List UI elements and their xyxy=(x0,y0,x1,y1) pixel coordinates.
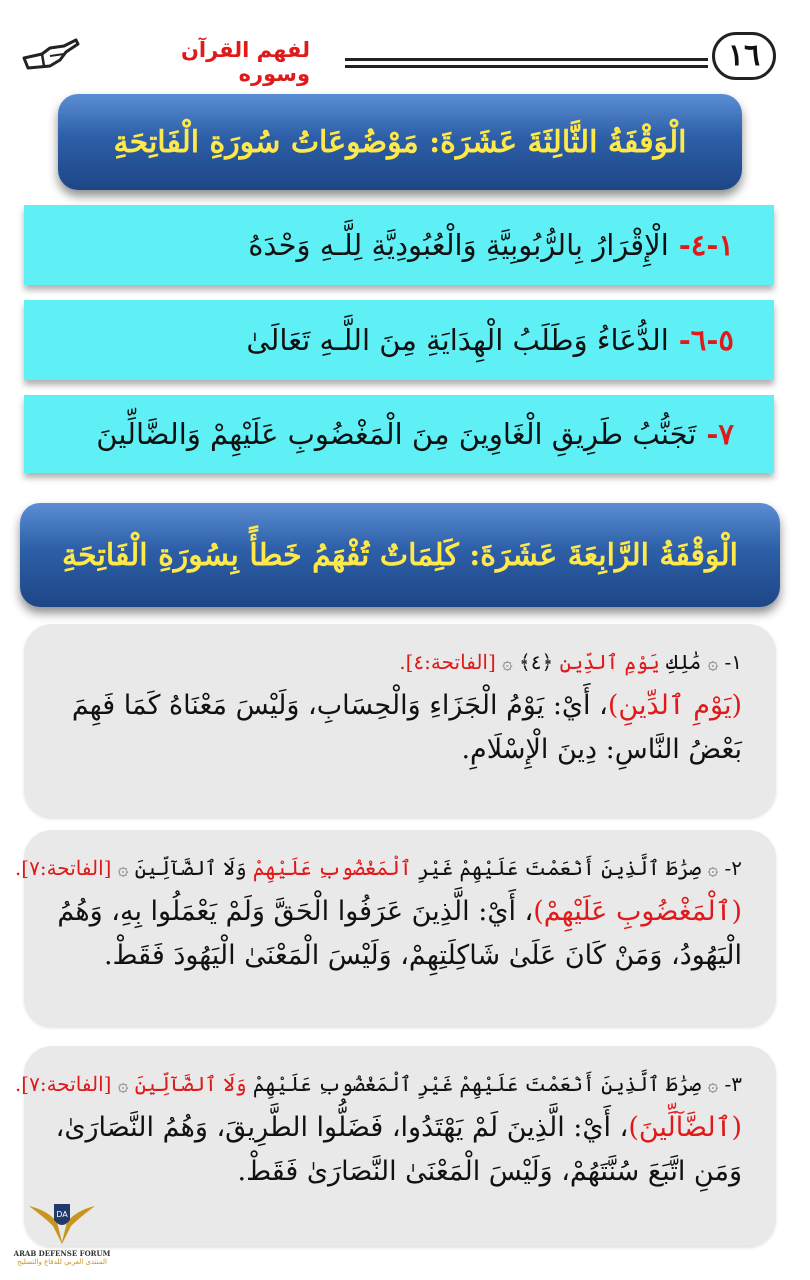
writing-hand-icon xyxy=(20,36,82,76)
verse-line xyxy=(14,852,742,886)
header-rule-top xyxy=(345,58,708,61)
verse-text: مَٰلِكِ xyxy=(666,650,702,674)
header-rule-bottom xyxy=(345,65,708,68)
verse-reference: [الفاتحة:٧]. xyxy=(14,856,112,880)
ornament-icon: ۞ xyxy=(707,859,719,880)
term: (ٱلضَّآلِّينَ) xyxy=(628,1112,742,1143)
topic-number: ٧- xyxy=(706,417,734,451)
watermark-name: ARAB DEFENSE FORUM xyxy=(13,1249,111,1258)
verse-text: صِرَٰطَ ٱلَّذِينَ أَنْعَمْتَ عَلَيْهِمْ غَيْرِ xyxy=(417,856,702,880)
watermark-arabic: المنتدى العربي للدفاع والتسليح xyxy=(17,1258,107,1266)
ornament-icon: ۞ xyxy=(117,1075,129,1096)
svg-text:DA: DA xyxy=(56,1210,68,1219)
book-title: لفهم القرآن وسوره xyxy=(180,38,310,86)
topic-item xyxy=(24,300,774,380)
verse-highlight: وَلَا ٱلضَّآلِّينَ xyxy=(134,1072,247,1096)
topic-item xyxy=(24,205,774,285)
verse-reference: [الفاتحة:٧]. xyxy=(14,1072,112,1096)
ornament-icon: ۞ xyxy=(117,859,129,880)
ayah-number: ﴿٤﴾ xyxy=(519,650,554,674)
verse-reference: [الفاتحة:٤]. xyxy=(399,650,496,674)
ornament-icon: ۞ xyxy=(707,1075,719,1096)
ornament-icon: ۞ xyxy=(707,653,719,674)
term: (يَوْمِ ٱلدِّينِ) xyxy=(607,690,742,721)
explanation-text: ، أَيْ: الَّذِينَ لَمْ يَهْتَدُوا، فَضَلُّوا الطَّرِيقَ، وَهُمُ النَّصَارَىٰ، وَمَنِ اتَّبَعَ سُنَّتَهُمْ، وَلَيْسَ الْمَعْنَىٰ النَّصَارَىٰ فَقَطْ. xyxy=(55,1112,742,1187)
watermark-logo xyxy=(6,1196,118,1280)
word-card xyxy=(24,624,776,817)
ornament-icon: ۞ xyxy=(502,653,513,674)
explanation xyxy=(54,890,742,978)
card-number: ٢- xyxy=(724,856,742,880)
page-header xyxy=(0,0,810,95)
topic-number: ١-٤- xyxy=(678,228,734,262)
topic-text: الدُّعَاءُ وَطَلَبُ الْهِدَايَةِ مِنَ اللَّـهِ تَعَالَىٰ xyxy=(246,323,669,357)
verse-text-end: وَلَا ٱلضَّآلِّينَ xyxy=(134,856,247,880)
term: (ٱلْمَغْضُوبِ عَلَيْهِمْ) xyxy=(533,896,742,927)
card-number: ١- xyxy=(724,650,742,674)
topic-number: ٥-٦- xyxy=(678,323,734,357)
card-number: ٣- xyxy=(724,1072,742,1096)
section-title-13-text: الْوَقْفَةُ الثَّالِثَةَ عَشَرَةَ: مَوْضُوعَاتُ سُورَةِ الْفَاتِحَةِ xyxy=(113,124,687,160)
verse-highlight: يَوْمِ ٱلدِّينِ xyxy=(559,650,660,674)
page-number: ١٦ xyxy=(712,32,776,80)
explanation-text: ، أَيْ: يَوْمُ الْجَزَاءِ وَالْحِسَابِ، وَلَيْسَ مَعْنَاهُ كَمَا فَهِمَ بَعْضُ النَّاسِ: دِينَ الْإِسْلَامِ. xyxy=(71,690,742,765)
verse-highlight: ٱلْمَغْضُوبِ عَلَيْهِمْ xyxy=(252,856,412,880)
explanation xyxy=(54,1106,742,1194)
explanation-text: ، أَيْ: الَّذِينَ عَرَفُوا الْحَقَّ وَلَمْ يَعْمَلُوا بِهِ، وَهُمُ الْيَهُودُ، وَمَنْ كَانَ عَلَىٰ شَاكِلَتِهِمْ، وَلَيْسَ الْمَعْنَىٰ الْيَهُودَ فَقَطْ. xyxy=(57,896,742,971)
word-card xyxy=(14,1046,776,1246)
verse-line xyxy=(54,646,742,680)
section-title-13 xyxy=(58,94,742,190)
word-card xyxy=(14,830,776,1026)
eagle-emblem-icon xyxy=(27,1196,97,1246)
section-title-14-text: الْوَقْفَةُ الرَّابِعَةَ عَشَرَةَ: كَلِمَاتٌ تُفْهَمُ خَطأً بِسُورَةِ الْفَاتِحَةِ xyxy=(62,537,738,573)
topic-item xyxy=(24,395,774,473)
verse-line xyxy=(14,1068,742,1102)
explanation xyxy=(54,684,742,772)
topic-text: تَجَنُّبُ طَرِيقِ الْغَاوِينَ مِنَ الْمَغْضُوبِ عَلَيْهِمْ وَالضَّالِّينَ xyxy=(96,417,697,451)
section-title-14 xyxy=(20,503,780,607)
verse-text: صِرَٰطَ ٱلَّذِينَ أَنْعَمْتَ عَلَيْهِمْ غَيْرِ ٱلْمَغْضُوبِ عَلَيْهِمْ xyxy=(252,1072,702,1096)
topic-text: الْإِقْرَارُ بِالرُّبُوبِيَّةِ وَالْعُبُودِيَّةِ لِلَّـهِ وَحْدَهُ xyxy=(248,228,669,262)
